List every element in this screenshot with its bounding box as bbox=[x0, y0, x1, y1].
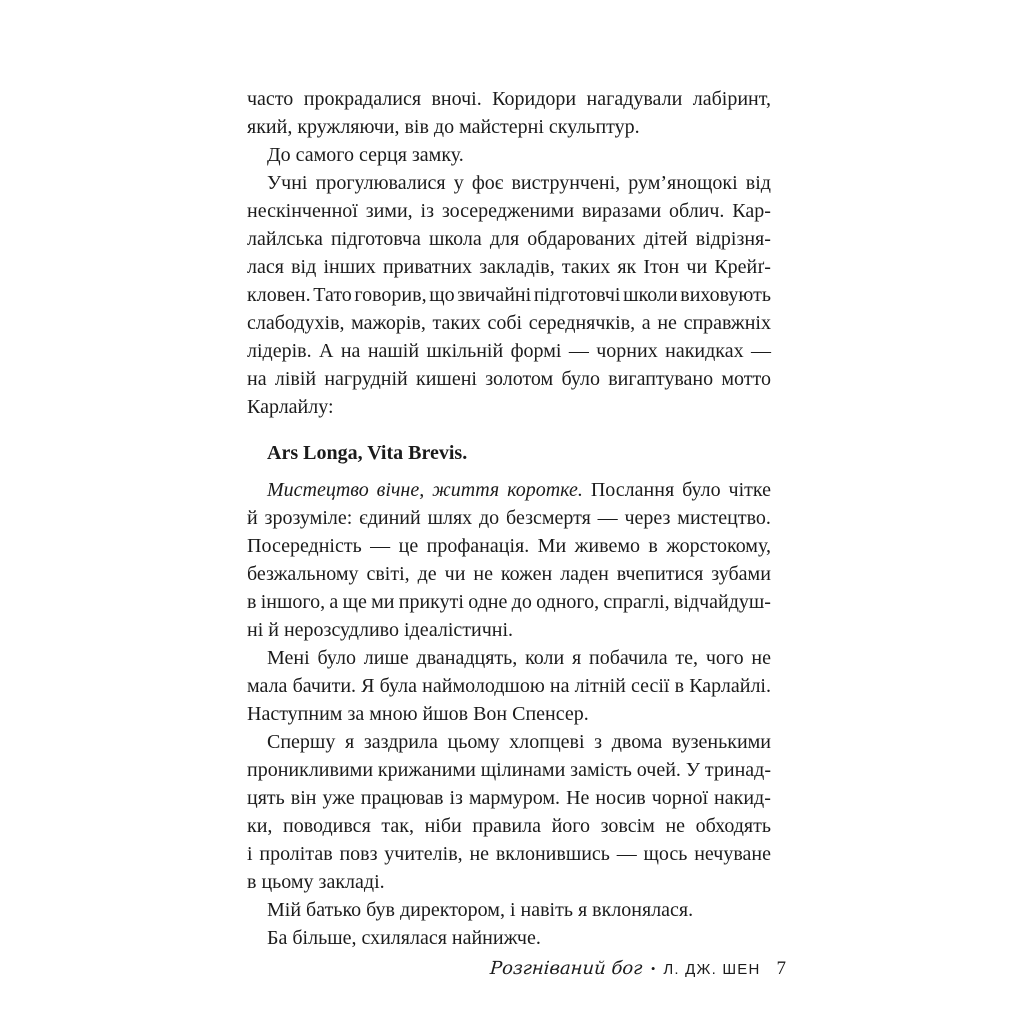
text-word: Коридори bbox=[492, 88, 577, 110]
text-word: іншого, bbox=[260, 591, 326, 613]
text-word: працював bbox=[360, 787, 444, 809]
text-word: рум’янощокі bbox=[628, 172, 738, 194]
text-line bbox=[247, 439, 771, 467]
text-word: — bbox=[568, 340, 589, 362]
text-word: нечуване bbox=[694, 843, 771, 865]
text-line bbox=[247, 728, 771, 756]
text-word: його bbox=[551, 815, 590, 837]
text-word: до bbox=[479, 507, 500, 529]
footer-book-title: Розгніваний бог bbox=[489, 958, 644, 979]
text-word: із bbox=[449, 787, 463, 809]
text-word: де bbox=[417, 563, 437, 585]
text-word: зовсім bbox=[600, 815, 655, 837]
text-word: із bbox=[420, 200, 434, 222]
text-line bbox=[247, 169, 771, 197]
text-line bbox=[247, 393, 771, 421]
text-word: Учні bbox=[267, 172, 308, 194]
text-word: школи bbox=[623, 284, 678, 306]
text-line bbox=[247, 588, 771, 616]
paragraph-9 bbox=[247, 924, 771, 952]
text-word: чорної bbox=[651, 787, 709, 809]
text-word: — bbox=[370, 535, 391, 557]
text-word: мармуром. bbox=[469, 787, 561, 809]
text-word: світі, bbox=[366, 563, 410, 585]
text-word: мала bbox=[247, 675, 288, 697]
text-line bbox=[247, 812, 771, 840]
text-word: повз bbox=[339, 843, 378, 865]
text-word: шлях bbox=[427, 507, 473, 529]
text-word: в bbox=[247, 591, 257, 613]
text-word: вклонившись bbox=[495, 843, 610, 865]
text-word: тринад- bbox=[704, 759, 771, 781]
text-word: чи bbox=[686, 256, 708, 278]
text-word: інших bbox=[323, 256, 376, 278]
text-line bbox=[247, 113, 771, 141]
text-word: що bbox=[429, 284, 455, 306]
text-word: слабодухів, bbox=[247, 312, 345, 334]
text-word: лівій bbox=[274, 368, 317, 390]
text-line bbox=[247, 784, 771, 812]
text-word: уже bbox=[322, 787, 355, 809]
text-word: на bbox=[549, 675, 570, 697]
text-line bbox=[247, 225, 771, 253]
text-word: була bbox=[379, 675, 418, 697]
text-word: Ітон bbox=[643, 256, 680, 278]
text-word: зосередженими bbox=[441, 200, 575, 222]
text-word: виструнчені, bbox=[511, 172, 621, 194]
text-segment: Ars Longa, Vita Brevis. bbox=[267, 442, 468, 464]
text-word: чи bbox=[444, 563, 466, 585]
text-line bbox=[247, 700, 771, 728]
text-word: одного, bbox=[536, 591, 600, 613]
text-word: мотто bbox=[721, 368, 771, 390]
text-word: вигаптувано bbox=[608, 368, 714, 390]
text-word: звичайні bbox=[457, 284, 532, 306]
text-word: й bbox=[247, 507, 258, 529]
text-word: пролітав bbox=[259, 843, 333, 865]
text-word: Мистецтво bbox=[267, 479, 369, 501]
text-word: накид- bbox=[714, 787, 771, 809]
text-word: щось bbox=[643, 843, 688, 865]
text-word: бачити. bbox=[292, 675, 357, 697]
text-word: обдарованих bbox=[527, 228, 636, 250]
text-word: Спершу bbox=[267, 731, 336, 753]
text-word: нагрудній bbox=[324, 368, 408, 390]
paragraph-7 bbox=[247, 728, 771, 896]
text-word: лабіринт, bbox=[692, 88, 771, 110]
text-word: вузенькими bbox=[671, 731, 771, 753]
text-word: — bbox=[597, 507, 618, 529]
text-word: дванадцять, bbox=[416, 647, 518, 669]
text-word: безжальному bbox=[247, 563, 359, 585]
text-word: було bbox=[561, 368, 600, 390]
paragraph-2 bbox=[247, 141, 771, 169]
text-word: безсмертя bbox=[506, 507, 591, 529]
text-word: побачила bbox=[589, 647, 668, 669]
motto bbox=[247, 439, 771, 467]
text-word: таких bbox=[561, 256, 611, 278]
text-line bbox=[247, 197, 771, 225]
text-word: прогулювалися bbox=[315, 172, 446, 194]
text-word: підготовча bbox=[330, 228, 421, 250]
text-word: прикуті bbox=[398, 591, 464, 613]
text-word: — bbox=[750, 340, 771, 362]
text-word: єдиний bbox=[359, 507, 421, 529]
text-word: приватних bbox=[382, 256, 473, 278]
text-line bbox=[247, 896, 771, 924]
text-word: носив bbox=[595, 787, 646, 809]
text-word: від bbox=[745, 172, 771, 194]
text-word: я bbox=[572, 647, 582, 669]
text-word: цять bbox=[247, 787, 285, 809]
page-number: 7 bbox=[776, 958, 786, 979]
text-line bbox=[247, 141, 771, 169]
text-word: очей. bbox=[636, 759, 681, 781]
text-line bbox=[247, 253, 771, 281]
text-word: підготовчі bbox=[533, 284, 621, 306]
text-word: щілинами bbox=[480, 759, 566, 781]
text-word: коли bbox=[525, 647, 565, 669]
text-word: нескінченної bbox=[247, 200, 358, 222]
text-word: живемо bbox=[574, 535, 640, 557]
text-word: лише bbox=[363, 647, 409, 669]
text-word: у bbox=[453, 172, 464, 194]
text-word: дітей bbox=[643, 228, 688, 250]
text-word: вічне, bbox=[376, 479, 425, 501]
text-segment: ні й нерозсудливо ідеалістичні. bbox=[247, 619, 514, 641]
text-word: шкільній bbox=[426, 340, 504, 362]
text-word: до bbox=[511, 591, 532, 613]
text-word: Мені bbox=[267, 647, 310, 669]
text-word: двома bbox=[611, 731, 663, 753]
paragraph-1 bbox=[247, 85, 771, 141]
text-word: Ми bbox=[537, 535, 567, 557]
text-word: замість bbox=[570, 759, 632, 781]
text-word: ки, bbox=[247, 815, 273, 837]
text-word: я bbox=[344, 731, 355, 753]
text-block bbox=[247, 85, 771, 952]
text-word: лайлська bbox=[247, 228, 323, 250]
text-word: в bbox=[648, 535, 658, 557]
text-word: Тато bbox=[313, 284, 352, 306]
text-word: це bbox=[398, 535, 419, 557]
text-line bbox=[247, 756, 771, 784]
text-word: вночі. bbox=[431, 88, 482, 110]
text-word: життя bbox=[432, 479, 500, 501]
text-word: середнячків, bbox=[528, 312, 636, 334]
text-segment: Карлайлу: bbox=[247, 396, 334, 418]
text-word: справжніх bbox=[683, 312, 771, 334]
footer-author: Л. ДЖ. ШЕН bbox=[663, 961, 761, 978]
text-line bbox=[247, 504, 771, 532]
text-word: учителів, bbox=[384, 843, 463, 865]
text-word: обходять bbox=[695, 815, 771, 837]
text-word: чорних bbox=[596, 340, 658, 362]
text-word: зрозуміле: bbox=[264, 507, 353, 529]
text-word: чітке bbox=[728, 479, 771, 501]
text-line bbox=[247, 672, 771, 700]
text-word: а bbox=[641, 312, 651, 334]
footer-separator-dot: • bbox=[650, 961, 656, 976]
text-word: мажорів, bbox=[351, 312, 426, 334]
text-word: — bbox=[616, 843, 637, 865]
text-word: облич. bbox=[669, 200, 725, 222]
text-word: не bbox=[751, 647, 771, 669]
text-word: нагадували bbox=[586, 88, 683, 110]
text-segment: в цьому закладі. bbox=[247, 871, 385, 893]
text-word: від bbox=[291, 256, 317, 278]
text-word: так, bbox=[381, 815, 414, 837]
text-segment: До самого серця замку. bbox=[267, 144, 464, 166]
text-word: Карлайлі. bbox=[689, 675, 771, 697]
text-word: мистецтво. bbox=[677, 507, 771, 529]
text-word: відрізня- bbox=[695, 228, 771, 250]
paragraph-8 bbox=[247, 896, 771, 924]
text-word: профанація. bbox=[426, 535, 530, 557]
text-word: накидках bbox=[665, 340, 744, 362]
text-word: часто bbox=[247, 88, 294, 110]
text-word: Не bbox=[566, 787, 590, 809]
text-word: закладів, bbox=[479, 256, 555, 278]
text-word: коротке. bbox=[507, 479, 583, 501]
text-word: А bbox=[318, 340, 334, 362]
text-word: собі bbox=[487, 312, 523, 334]
text-word: крижаними bbox=[377, 759, 476, 781]
text-word: було bbox=[317, 647, 356, 669]
footer bbox=[490, 958, 786, 980]
text-word: кишені bbox=[416, 368, 477, 390]
text-word: і bbox=[247, 843, 253, 865]
text-word: спраглі, bbox=[603, 591, 670, 613]
text-word: чого bbox=[705, 647, 744, 669]
text-word: через bbox=[624, 507, 671, 529]
text-word: ще bbox=[342, 591, 367, 613]
text-word: він bbox=[290, 787, 317, 809]
text-word: на bbox=[247, 368, 267, 390]
text-word: правила bbox=[472, 815, 541, 837]
text-word: як bbox=[617, 256, 637, 278]
text-word: проникливими bbox=[247, 759, 374, 781]
paragraph-6 bbox=[247, 644, 771, 728]
text-word: те, bbox=[675, 647, 699, 669]
text-word: було bbox=[682, 479, 721, 501]
text-word: кожен bbox=[500, 563, 553, 585]
text-word: Кар- bbox=[732, 200, 771, 222]
text-line bbox=[247, 532, 771, 560]
text-segment: Мій батько був директором, і навіть я вклонялася. bbox=[267, 899, 694, 921]
text-word: виховують bbox=[680, 284, 771, 306]
text-segment: Ба більше, схилялася найнижче. bbox=[267, 927, 541, 949]
text-word: вчепитися bbox=[616, 563, 704, 585]
text-word: виразами bbox=[581, 200, 662, 222]
text-word: прокрадалися bbox=[303, 88, 422, 110]
text-word: ніби bbox=[424, 815, 462, 837]
text-word: а bbox=[329, 591, 339, 613]
text-line bbox=[247, 840, 771, 868]
text-line bbox=[247, 644, 771, 672]
text-word: жорстокому, bbox=[666, 535, 771, 557]
text-word: Посередність bbox=[247, 535, 362, 557]
text-word: в bbox=[674, 675, 685, 697]
text-segment: Наступним за мною йшов Вон Спенсер. bbox=[247, 703, 589, 725]
text-word: говорив, bbox=[354, 284, 427, 306]
text-word: зими, bbox=[365, 200, 413, 222]
text-word: формі bbox=[510, 340, 562, 362]
text-word: відчайдуш- bbox=[673, 591, 771, 613]
text-word: кловен. bbox=[247, 284, 311, 306]
text-word: не bbox=[469, 843, 490, 865]
text-word: Крейґ- bbox=[714, 256, 771, 278]
text-line bbox=[247, 85, 771, 113]
text-word: на bbox=[340, 340, 361, 362]
text-word: нашій bbox=[367, 340, 420, 362]
text-word: лідерів. bbox=[247, 340, 312, 362]
paragraph-5 bbox=[247, 476, 771, 644]
text-line bbox=[247, 924, 771, 952]
text-word: одне bbox=[468, 591, 508, 613]
text-word: лася bbox=[247, 256, 284, 278]
text-word: Я bbox=[361, 675, 375, 697]
text-word: сесії bbox=[630, 675, 670, 697]
text-line bbox=[247, 281, 771, 309]
text-word: поводився bbox=[283, 815, 371, 837]
text-line bbox=[247, 868, 771, 896]
text-word: літній bbox=[574, 675, 626, 697]
text-word: золотом bbox=[485, 368, 554, 390]
text-word: У bbox=[685, 759, 700, 781]
text-line bbox=[247, 365, 771, 393]
text-line bbox=[247, 616, 771, 644]
text-word: фоє bbox=[471, 172, 504, 194]
text-word: зубами bbox=[711, 563, 771, 585]
text-word: не bbox=[665, 815, 686, 837]
text-segment: який, кружляючи, вів до майстерні скульптур. bbox=[247, 116, 640, 138]
text-word: не bbox=[657, 312, 677, 334]
text-word: для bbox=[489, 228, 520, 250]
text-word: цьому bbox=[447, 731, 500, 753]
text-word: таких bbox=[432, 312, 481, 334]
text-line bbox=[247, 337, 771, 365]
text-line bbox=[247, 476, 771, 504]
text-word: школа bbox=[429, 228, 482, 250]
text-word: заздрила bbox=[363, 731, 438, 753]
text-word: не bbox=[473, 563, 493, 585]
text-word: ладен bbox=[560, 563, 609, 585]
paragraph-3 bbox=[247, 169, 771, 421]
text-line bbox=[247, 560, 771, 588]
text-word: Послання bbox=[590, 479, 675, 501]
text-word: з bbox=[594, 731, 603, 753]
text-word: хлопцеві bbox=[509, 731, 585, 753]
text-line bbox=[247, 309, 771, 337]
text-word: ми bbox=[371, 591, 395, 613]
text-word: наймолодшою bbox=[422, 675, 545, 697]
